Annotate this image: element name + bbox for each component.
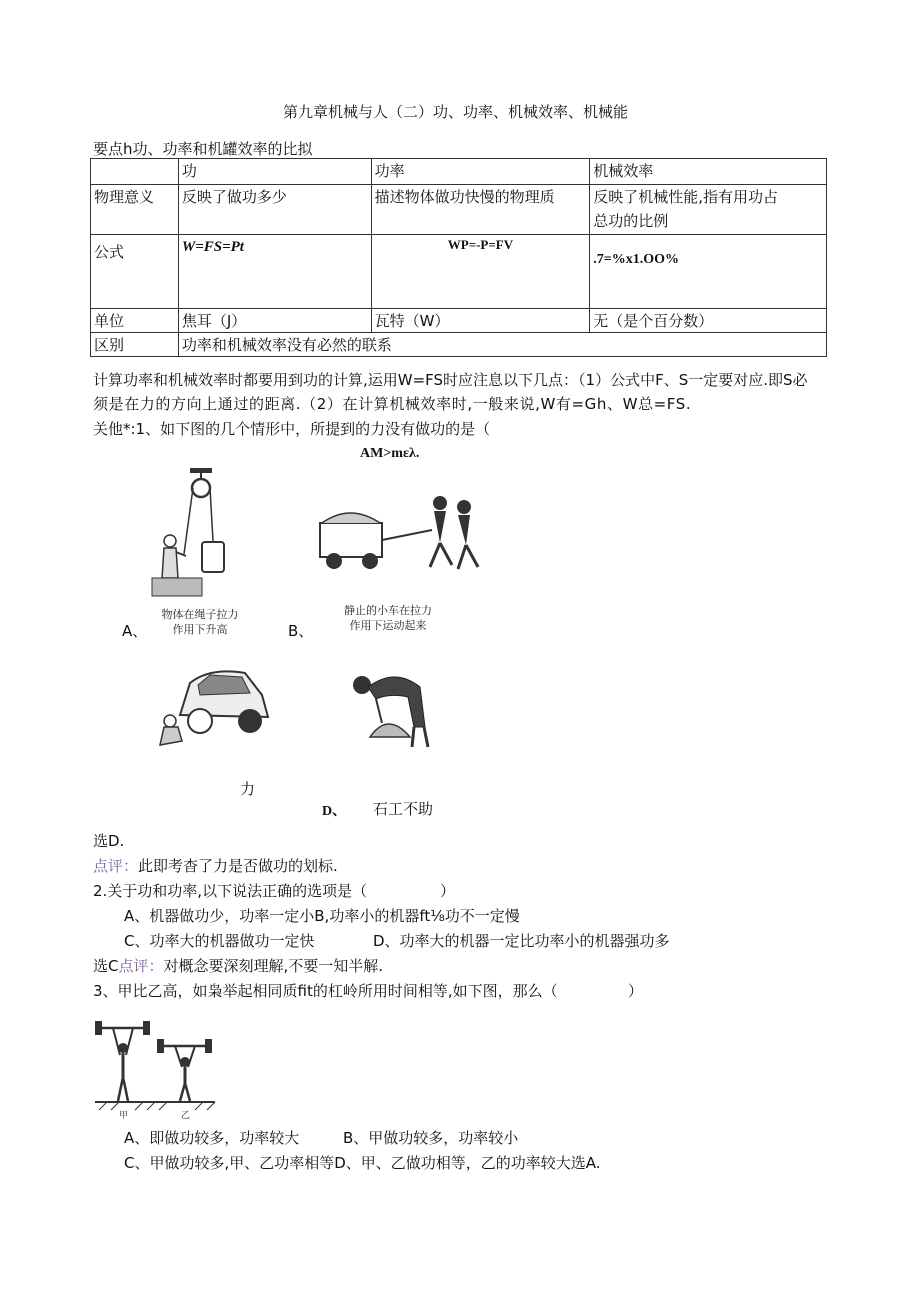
comment-label: 点评：	[93, 857, 139, 875]
efficiency-formula: .7=%x1.OO%	[593, 252, 680, 267]
table-cell: 无（是个百分数）	[590, 309, 827, 333]
answer-text: 选C	[93, 957, 119, 975]
caption-line: 作用下升高	[172, 623, 228, 636]
table-cell	[178, 235, 371, 309]
question-1-stem: 关他*:1、如下图的几个情形中，所提到的力没有做功的是（	[93, 420, 491, 438]
question-3-option-cd: C、甲做功较多,甲、乙功率相等D、甲、乙做功相等，乙的功率较大选A.	[124, 1154, 601, 1172]
table-row	[91, 185, 827, 235]
table-row-label: 物理意义	[91, 185, 179, 235]
table-cell	[371, 235, 590, 309]
stone-lifting-picture	[340, 657, 440, 752]
caption-line: 作用下运动起来	[349, 619, 427, 632]
question-2-close-paren: ）	[440, 882, 456, 900]
table-cell: 描述物体做功快慢的物理质	[371, 185, 590, 235]
table-header-cell: 功	[178, 159, 371, 185]
table-row	[91, 309, 827, 333]
comment-text: 对概念要深刻理解,不要一知半解.	[163, 957, 384, 975]
table-row-label: 区别	[91, 333, 179, 357]
efficiency-meaning-line-2: 总功的比例	[593, 212, 669, 230]
note-line-1: 计算功率和机械效率时都要用到功的计算,运用W=FS时应注息以下几点：（1）公式中F、S一定要对应.即S必	[93, 371, 808, 389]
table-header-cell	[91, 159, 179, 185]
question-2-option-c: C、功率大的机器做功一定快	[124, 932, 315, 950]
question-1-subtext: AM>mελ.	[360, 446, 420, 461]
car-pushing-picture	[150, 655, 285, 750]
option-d-caption: 石工不助	[373, 800, 434, 818]
table-cell	[590, 235, 827, 309]
table-cell: 功率和机械效率没有必然的联系	[178, 333, 826, 357]
table-header-cell: 功率	[371, 159, 590, 185]
power-formula: WP=-P=FV	[447, 237, 514, 252]
lifter-label-yi: 乙	[181, 1111, 191, 1120]
caption-line: 静止的小车在拉力	[344, 604, 432, 617]
pulley-lifting-picture	[148, 466, 248, 611]
table-header-cell: 机械效率	[590, 159, 827, 185]
question-2-answer	[93, 955, 383, 976]
cart-pulling-picture	[312, 485, 492, 580]
question-3-close-paren: ）	[628, 982, 644, 1000]
table-row	[91, 333, 827, 357]
question-3-stem: 3、甲比乙高，如枭举起相同质fit的杠岭所用时间相等,如下图，那么（	[93, 982, 558, 1000]
table-row-label: 公式	[91, 235, 179, 309]
table-cell: 焦耳（J）	[178, 309, 371, 333]
weightlifters-picture	[93, 1015, 218, 1120]
table-cell	[590, 185, 827, 235]
table-cell: 反映了做功多少	[178, 185, 371, 235]
question-2-option-a: A、机器做功少，功率一定小B,功率小的机器ft⅛功不一定慢	[124, 907, 520, 925]
question-3-option-a: A、即做功较多，功率较大	[124, 1129, 300, 1147]
option-b-label: B、	[288, 622, 314, 640]
question-2-option-d: D、功率大的机器一定比功率小的机器强功多	[373, 932, 670, 950]
table-header-row	[91, 159, 827, 185]
table-row	[91, 235, 827, 309]
note-line-2: 须是在力的方向上通过的距离.（2）在计算机械效率时,一般来说,W有=Gh、W总=FS.	[93, 395, 692, 413]
efficiency-meaning-line-1: 反映了机械性能,指有用功占	[593, 188, 779, 206]
question-1-comment	[93, 855, 338, 876]
table-row-label: 单位	[91, 309, 179, 333]
comment-label: 点评：	[118, 957, 164, 975]
option-a-caption	[150, 607, 250, 637]
option-a-label: A、	[122, 622, 148, 640]
option-d-label: D、	[322, 804, 347, 819]
table-cell: 瓦特（W）	[371, 309, 590, 333]
option-c-caption: 力	[240, 780, 256, 798]
option-b-caption	[333, 603, 443, 633]
question-2-stem: 2.关于功和功率,以下说法正确的选项是（	[93, 882, 368, 900]
question-3-option-b: B、甲做功较多，功率较小	[343, 1129, 519, 1147]
work-formula: W=FS=Pt	[181, 239, 244, 255]
question-1-answer: 选D.	[93, 832, 125, 850]
page-title: 第九章机械与人（二）功、功率、机械效率、机械能	[283, 103, 629, 121]
key-point-heading: 要点h功、功率和机罐效率的比拟	[93, 140, 313, 158]
caption-line: 物体在绳子拉力	[161, 608, 239, 621]
comment-text: 此即考杳了力是否做功的划标.	[138, 857, 338, 875]
lifter-label-jia: 甲	[119, 1111, 129, 1120]
comparison-table	[90, 158, 827, 357]
